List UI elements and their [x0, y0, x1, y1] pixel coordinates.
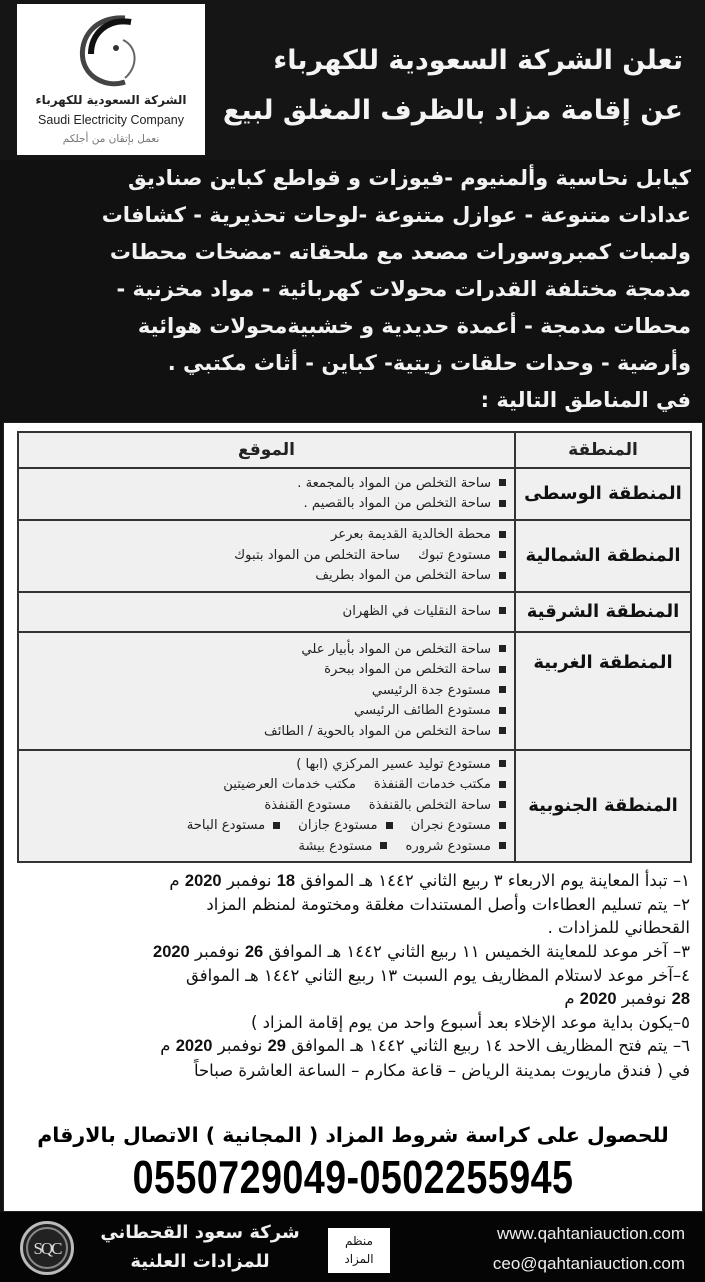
term-6: ٦– يتم فتح المظاريف الاحد ١٤ ربيع الثاني ١٤٤٢ هـ الموافق 29 نوفمبر 2020 م	[160, 1036, 690, 1056]
sec-logo-swirl-icon	[73, 12, 153, 92]
bullet-icon	[386, 822, 393, 829]
site-item: ساحة التخلص من المواد بأبيار علي	[301, 641, 491, 657]
bullet-icon	[499, 500, 506, 507]
intro-line: كيابل نحاسية وألمنيوم -فيوزات و قواطع كباين صناديق	[128, 166, 691, 190]
site-list	[18, 632, 515, 750]
site-item: ساحة التخلص من المواد بطريف	[315, 568, 491, 584]
site-item: مستودع جدة الرئيسي	[371, 682, 491, 698]
term-1: ١– تبدأ المعاينة يوم الاربعاء ٣ ربيع الثاني ١٤٤٢ هـ الموافق 18 نوفمبر 2020 م	[169, 871, 690, 890]
details-panel	[3, 422, 703, 1212]
site-item: ساحة النقليات في الظهران	[342, 603, 491, 619]
intro-line: ولمبات كمبروسورات مصعد مع ملحقاته -مضخات محطات	[109, 240, 691, 264]
region-name: المنطقة الشرقية	[515, 592, 691, 632]
site-item: ساحة التخلص من المواد بتبوك	[234, 547, 401, 563]
site-item: مكتب خدمات القنفذة	[373, 777, 491, 793]
bullet-icon	[499, 822, 506, 829]
table-row	[18, 632, 691, 750]
site-item: محطة الخالدية القديمة بعرعر	[330, 527, 491, 543]
site-item: مستودع نجران	[410, 818, 491, 834]
company-name: شركة سعود القحطاني	[100, 1222, 300, 1243]
phone-numbers[interactable]: 0550729049-0502255945	[132, 1151, 574, 1203]
email-link[interactable]: ceo@qahtaniauction.com	[492, 1254, 685, 1273]
bullet-icon	[499, 479, 506, 486]
table-row	[18, 468, 691, 520]
sqc-logo-icon: SQC	[20, 1221, 74, 1275]
site-item: مستودع القنفذة	[264, 797, 351, 813]
site-list	[18, 520, 515, 592]
items-description	[14, 160, 691, 419]
bullet-icon	[499, 707, 506, 714]
contact-links	[493, 1219, 685, 1279]
auctioneer-company	[84, 1218, 316, 1276]
intro-line: عدادات متنوعة - عوازل متنوعة -لوحات تحذيرية - كشافات	[101, 203, 691, 227]
logo-tagline: نعمل بإتقان من أجلكم	[62, 133, 160, 145]
site-item: مستودع الباحة	[186, 818, 266, 834]
region-name: المنطقة الغربية	[515, 632, 691, 750]
site-list	[18, 468, 515, 520]
bullet-icon	[499, 801, 506, 808]
region-name: المنطقة الجنوبية	[515, 750, 691, 862]
term-2: ٢– يتم تسليم العطاءات وأصل المستندات مغلقة ومختومة لمنظم المزاد	[206, 895, 690, 915]
bullet-icon	[499, 531, 506, 538]
site-item: مستودع تبوك	[418, 547, 491, 563]
bullet-icon	[380, 842, 387, 849]
site-item: ساحة التخلص من المواد بالمجمعة .	[297, 475, 491, 491]
site-list	[18, 750, 515, 862]
bullet-icon	[499, 686, 506, 693]
logo-name-english: Saudi Electricity Company	[38, 113, 184, 127]
bullet-icon	[499, 727, 506, 734]
bullet-icon	[499, 607, 506, 614]
table-row	[18, 750, 691, 862]
bullet-icon	[499, 666, 506, 673]
table-row	[18, 520, 691, 592]
term-2-cont: القحطاني للمزادات .	[547, 918, 690, 938]
region-name: المنطقة الشمالية	[515, 520, 691, 592]
page-title	[213, 36, 683, 136]
site-item: ساحة التخلص بالقنفذة	[368, 797, 491, 813]
bullet-icon	[499, 781, 506, 788]
term-4-cont: 28 نوفمبر 2020 م	[564, 989, 690, 1009]
term-6-cont: في ( فندق ماريوت بمدينة الرياض – قاعة مكارم – الساعة العاشرة صباحاً	[193, 1060, 690, 1080]
footer	[0, 1212, 705, 1282]
site-item: مستودع الطائف الرئيسي	[354, 703, 491, 719]
bullet-icon	[273, 822, 280, 829]
website-link[interactable]: www.qahtaniauction.com	[496, 1224, 685, 1243]
contact-instructions: للحصول على كراسة شروط المزاد ( المجانية ) الاتصال بالارقام	[37, 1123, 669, 1147]
site-item: مستودع جازان	[298, 818, 378, 834]
intro-line: محطات مدمجة - أعمدة حديدية و خشبيةمحولات هوائية	[137, 314, 691, 338]
term-5: ٥–يكون بداية موعد الإخلاء بعد أسبوع واحد من يوم إقامة المزاد )	[250, 1013, 690, 1033]
bullet-icon	[499, 572, 506, 579]
table-row	[18, 592, 691, 632]
site-item: مستودع شروره	[405, 838, 491, 854]
table-header-row	[18, 432, 691, 468]
column-header-region: المنطقة	[515, 432, 691, 468]
intro-line: وأرضية - وحدات حلقات زيتية- كباين - أثاث مكتبي .	[167, 351, 691, 375]
term-4: ٤–آخر موعد لاستلام المظاريف يوم السبت ١٣ ربيع الثاني ١٤٤٢ هـ الموافق	[186, 965, 690, 985]
site-item: ساحة التخلص من المواد بالقصيم .	[303, 496, 491, 511]
regions-table	[17, 431, 692, 863]
column-header-site: الموقع	[18, 432, 515, 468]
company-subtitle: للمزادات العلنية	[130, 1251, 270, 1272]
site-item: ساحة التخلص من المواد بالحوية / الطائف	[264, 723, 491, 739]
bullet-icon	[499, 842, 506, 849]
site-item: ساحة التخلص من المواد ببحرة	[324, 662, 491, 678]
site-item: مستودع بيشة	[298, 838, 373, 854]
regions-intro: في المناطق التالية :	[480, 388, 691, 412]
organizer-badge: منظم المزاد	[328, 1228, 390, 1273]
auction-terms	[16, 869, 690, 1082]
header	[0, 0, 705, 160]
site-list	[18, 592, 515, 632]
bullet-icon	[499, 760, 506, 767]
bullet-icon	[499, 645, 506, 652]
bullet-icon	[499, 551, 506, 558]
headline-line-2: عن إقامة مزاد بالظرف المغلق لبيع	[222, 95, 683, 126]
logo-name-arabic: الشركة السعودية للكهرباء	[35, 93, 187, 107]
site-item: مكتب خدمات العرضيتين	[223, 777, 356, 793]
term-3: ٣– آخر موعد للمعاينة الخميس ١١ ربيع الثاني ١٤٤٢ هـ الموافق 26 نوفمبر 2020	[153, 941, 690, 961]
intro-line: مدمجة مختلفة القدرات محولات كهربائية - مواد مخزنية -	[116, 277, 691, 301]
headline-line-1: تعلن الشركة السعودية للكهرباء	[273, 45, 683, 76]
region-name: المنطقة الوسطى	[515, 468, 691, 520]
sec-logo	[17, 4, 205, 155]
site-item: مستودع توليد عسير المركزي (ابها )	[296, 756, 491, 772]
